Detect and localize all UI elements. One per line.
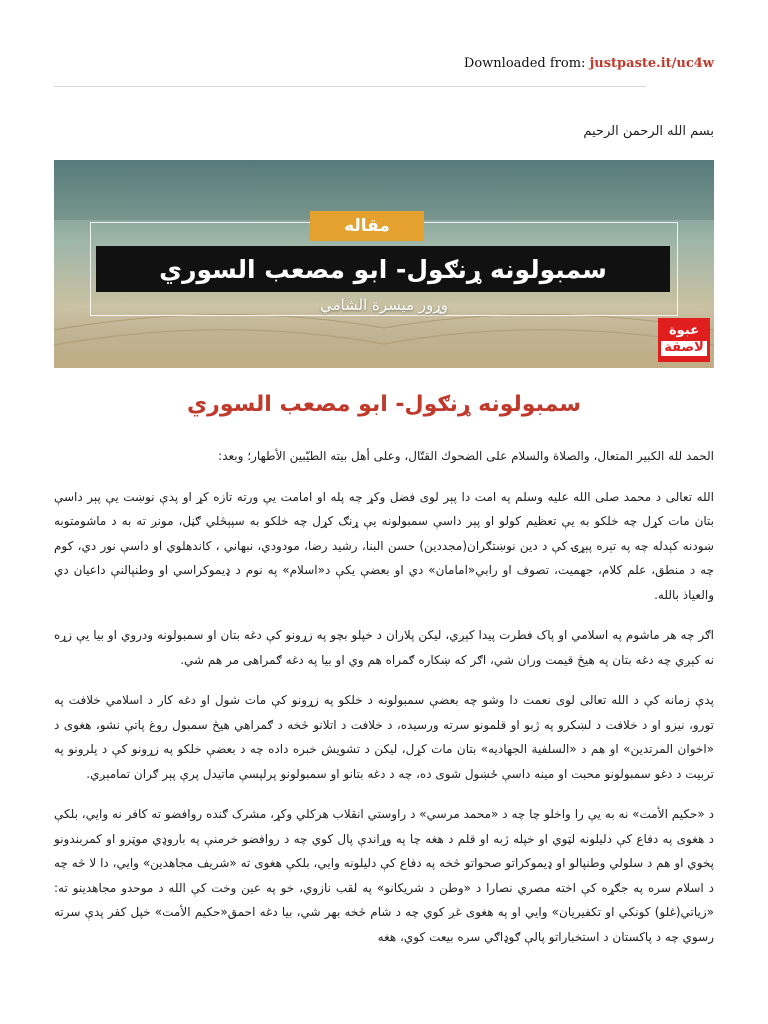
paragraph: د «حکیم الأمت» نه به یې را واخلو چا چه د «محمد مرسي» د راوستي انقلاب هرکلي وکړ، مشرک ګنده روافضو ته کافر نه وايي، بلکې د هغوی په دفاع کې دلیلونه لټوي او خپله ژبه او قلم د هغه چا په وړاندې پال کوي چه د روافضو خرمنې په باروډي موټرو او کمربندونو پخوي او هم د سلولي وطنپالو او ډیموکراتو صحواتو څخه په دفاع کې دلیلونه وايي، بلکې هغوی ته «شریف مجاهدین» وايي، دا لا څه چه د اسلام سره په جګړه کې اخته مصري نصارا د «وطن د شریکانو» په لقب نازوي، خو په عین وخت کې الله د موحدو مجاهدینو ته: «زیاتي(غلو) کونکي او تکفیریان» وايي او په هغوی غږ کوي چه د شام څخه بهر شي، بیا دغه احمق«حکیم الأمت» خپل کفر پدې سرته رسوي چه د پاکستان د استخباراتو پالې ګوډاګي سره بیعت کوي، هغه: [54, 807, 714, 944]
paragraph: اګر چه هر ماشوم په اسلامي او پاک فطرت پیدا کېږي، لیکن پلاران د خپلو بچو په زړونو کې دغه بتان او سمبولونه ودروي او بیا یې زړه نه کېږي چه دغه بتان په هیڅ قیمت وران شي، اګر که ښکاره ګمراه هم وي او بیا په دغه ګمراهی مر هم شي.: [54, 628, 714, 667]
logo-line-1: عبوة: [669, 323, 700, 339]
header-divider: [54, 86, 646, 87]
source-link[interactable]: justpaste.it/uc4w: [589, 56, 714, 71]
download-label: Downloaded from:: [463, 56, 590, 71]
article-banner: [54, 160, 714, 368]
banner-author: وړور میسرة الشامي: [319, 296, 449, 314]
logo-line-2: لاصقة: [661, 341, 706, 356]
download-source: [464, 56, 714, 71]
article-body: [54, 444, 714, 965]
basmala: بسم الله الرحمن الرحيم: [583, 124, 714, 139]
paragraph: پدې زمانه کې د الله تعالی لوی نعمت دا وشو چه بعضې سمبولونه د خلکو په زړونو کې مات شول او دغه کار د اسلامي خلافت په تورو، نیزو او د خلافت د لښکرو په ژبو او قلمونو سرته ورسیده، د خلافت د اتلانو څخه د ګمراهي هیڅ سمبول روغ پاتې نشو، هغوی د «اخوان المرتدین» او هم د «السلفیة الجهادیه» بتان مات کړل، لیکن د تشویش خبره داده چه د بعضې خلکو په زړونو کې د پلرونو په تربیت د دغو سمبولونو محبت او مینه داسې ځښول شوی ده، چه د دغه بتانو او سمبولونو پرلپسې ماتیدل پرې پېر ګران تمامېږي.: [54, 693, 714, 781]
paragraph: الله تعالى د محمد صلى الله عليه وسلم په امت دا پېر لوی فضل وکړ چه پله او امامت یې ورته تازه کړ او پدې نوښت یې پېر داسې بتان مات کړل چه خلکو به یې تعظیم کولو او پېر داسې سمبولونه یې ړنګ کړل چه خلکو به سپېڅلي ګڼل، مونږ ته به د ماشومتوبه ښودنه کېدله چه په تېره پېړۍ کې د دین نوښتګران(مجددین) حسن البنا، رشید رضا، مودودي، نبهاني ، کاندهلوي او داسې نور دي، کوم چه د منطق، علم کلام، جهمیت، تصوف او رابي«امامان» دي او بعضې يكې د«اسلام» په نوم د ډیموکراسي او وطنپالنې داعیان دي والعیاذ بالله.: [54, 489, 714, 602]
brand-logo: [658, 318, 710, 362]
article-title: سمبولونه ړنګول- ابو مصعب السوري: [187, 392, 581, 417]
paragraph: الحمد لله الكبير المتعال، والصلاة والسلام على الضحوك القتّال، وعلى أهل بيته الطيّبين الأطهار؛ وبعد:: [218, 449, 714, 463]
banner-title: سمبولونه ړنګول- ابو مصعب السوري: [96, 246, 670, 292]
banner-tag: مقاله: [310, 211, 424, 241]
